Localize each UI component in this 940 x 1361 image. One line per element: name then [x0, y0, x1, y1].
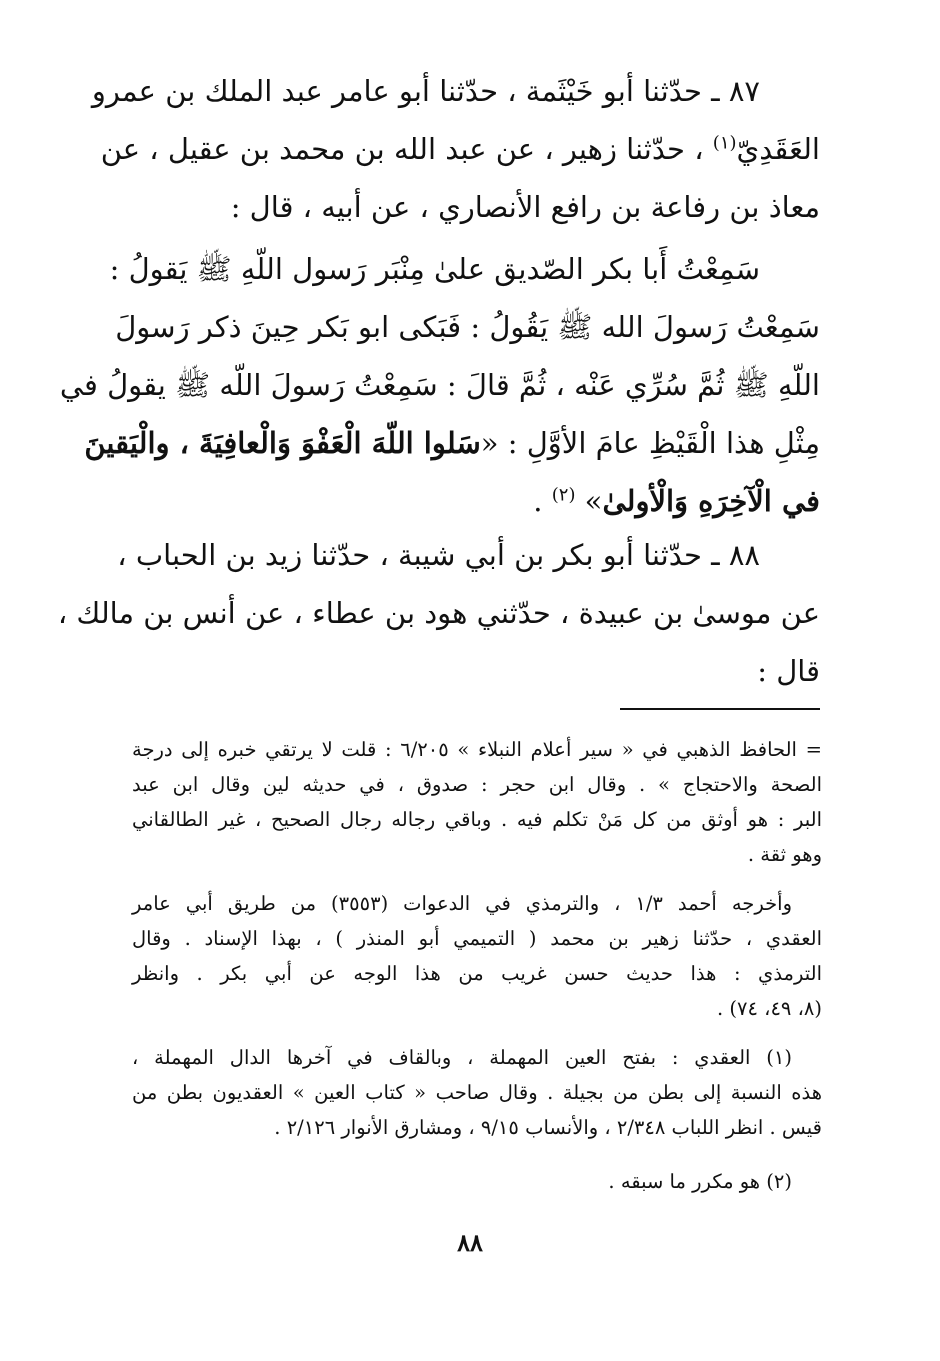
hadith-88-line-1: ٨٨ ـ حدّثنا أبو بكر بن أبي شيبة ، حدّثنا زيد بن الحباب ،	[117, 538, 760, 572]
hadith-87-line-3: معاذ بن رفاعة بن رافع الأنصاري ، عن أبيه ، قال :	[230, 190, 820, 224]
prophetic-saying-part-2: في الْآخِرَهِ وَالْأولىٰ	[602, 484, 820, 518]
footnote-takhrij-line-4: (٨، ٤٩، ٧٤) .	[716, 997, 822, 1020]
closing-quote: »	[575, 484, 603, 518]
closing-period: .	[533, 484, 552, 518]
hadith-87-line-1: ٨٧ ـ حدّثنا أبو خَيْثَمة ، حدّثنا أبو عامر عبد الملك بن عمرو	[91, 74, 760, 108]
hadith-text-line-3: اللّهِ ﷺ ثُمَّ سُرِّي عَنْه ، ثُمَّ قالَ : سَمِعْتُ رَسولَ اللّه ﷺ يقولُ في	[59, 368, 820, 402]
footnote-takhrij-line-3: الترمذي : هذا حديث حسن غريب من هذا الوجه عن أبي بكر . وانظر	[132, 962, 822, 985]
prophetic-saying-part-1: سَلوا اللّهَ الْعَفْوَ وَالْعافِيَةَ ، والْيَقينَ	[84, 426, 481, 460]
hadith-text-line-5	[132, 472, 820, 530]
footnote-1-line-1: (١) العقدي : بفتح العين المهملة ، وبالقاف في آخرها الدال المهملة ،	[132, 1046, 792, 1069]
hadith-87-line-2	[100, 120, 820, 178]
hadith-88-paragraph	[57, 526, 820, 700]
hadith-text-paragraph	[59, 240, 820, 530]
hadith-87-line-2-rest: ، حدّثنا زهير ، عن عبد الله بن محمد بن عقيل ، عن	[100, 132, 704, 166]
nisba-word: العَقَدِيّ	[736, 132, 820, 166]
footnote-takhrij	[132, 886, 822, 1026]
hadith-text-line-4-start: مِثْلِ هذا الْقَيْظِ عامَ الأوَّلِ : «	[480, 426, 820, 460]
hadith-88-line-2: عن موسىٰ بن عبيدة ، حدّثني هود بن عطاء ، عن أنس بن مالك ،	[57, 596, 820, 630]
hadith-88-line-3: قال :	[757, 654, 820, 688]
footnote-separator	[620, 708, 820, 710]
footnote-continuation-line-2: الصحة والاحتجاج » . وقال ابن حجر : صدوق ، في حديثه لين وقال ابن عبد	[132, 773, 822, 796]
hadith-87-paragraph	[91, 62, 820, 236]
footnote-takhrij-line-1: وأخرجه أحمد ١/٣ ، والترمذي في الدعوات (٣٥٥٣) من طريق أبي عامر	[132, 892, 792, 915]
footnote-marker-1[interactable]: (١)	[712, 132, 737, 154]
hadith-text-line-4	[84, 414, 820, 472]
page-number: ٨٨	[457, 1228, 483, 1257]
footnote-1-line-3: قيس . انظر اللباب ٢/٣٤٨ ، والأنساب ٩/١٥ ، ومشارق الأنوار ٢/١٢٦ .	[274, 1116, 822, 1139]
footnote-continuation-line-1: = الحافظ الذهبي في « سير أعلام النبلاء » ٦/٢٠٥ : قلت لا يرتقي خبره إلى درجة	[132, 738, 822, 761]
footnote-1-line-2: هذه النسبة إلى بطن من بجيلة . وقال صاحب « كتاب العين » العقديون بطن من	[132, 1081, 822, 1104]
footnote-2-line-1: (٢) هو مكرر ما سبقه .	[608, 1170, 792, 1193]
footnote-continuation-line-3: البر : هو أوثق من كل مَنْ تكلم فيه . وباقي رجاله رجال الصحيح ، غير الطالقاني	[132, 808, 822, 831]
footnote-continuation-line-4: وهو ثقة .	[747, 843, 822, 866]
hadith-text-line-2: سَمِعْتُ رَسولَ الله ﷺ يَقُولُ : فَبَكى ابو بَكر حِينَ ذكر رَسولَ	[115, 310, 820, 344]
footnote-2	[132, 1164, 822, 1199]
footnote-1	[132, 1040, 822, 1145]
hadith-text-line-1: سَمِعْتُ أَبا بكر الصّديق علىٰ مِنْبَر رَسول اللّهِ ﷺ يَقولُ :	[109, 252, 760, 286]
footnote-marker-2[interactable]: (٢)	[551, 484, 576, 506]
footnote-continuation	[132, 732, 822, 872]
footnote-takhrij-line-2: العقدي ، حدّثنا زهير بن محمد ( التميمي أبو المنذر ) ، بهذا الإسناد . وقال	[132, 927, 822, 950]
